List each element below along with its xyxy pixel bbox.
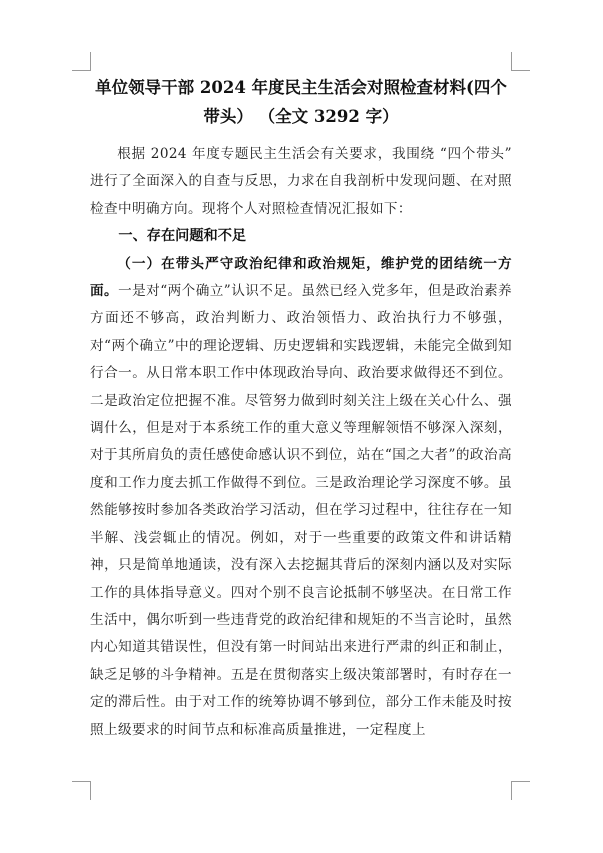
document-title: 单位领导干部 2024 年度民主生活会对照检查材料(四个带头） （全文 3292 字） bbox=[95, 78, 507, 126]
subsection-body: 一是对“两个确立”认识不足。虽然已经入党多年，但是政治素养方面还不够高，政治判断力、政治领悟力、政治执行力不够强，对“两个确立”中的理论逻辑、历史逻辑和实践逻辑，未能完全做到知行合一。从日常本职工作中体现政治导向、政治要求做得还不到位。二是政治定位把握不准。尽管努力做到时刻关注上级在关心什么、强调什么，但是对于本系统工作的重大意义等理解领悟不够深入深刻，对于其所肩负的责任感使命感认识不到位，站在“国之大者”的政治高度和工作力度去抓工作做得不到位。三是政治理论学习深度不够。虽然能够按时参加各类政治学习活动，但在学习过程中，往往存在一知半解、浅尝辄止的情况。例如，对于一些重要的政策文件和讲话精神，只是简单地通读，没有深入去挖掘其背后的深刻内涵以及对实际工作的具体指导意义。四对个别不良言论抵制不够坚决。在日常工作生活中，偶尔听到一些违背党的政治纪律和规矩的不当言论时，虽然内心知道其错误性，但没有第一时间站出来进行严肃的纠正和制止，缺乏足够的斗争精神。五是在贯彻落实上级决策部署时，有时存在一定的滞后性。由于对工作的统筹协调不够到位，部分工作未能及时按照上级要求的时间节点和标准高质量推进，一定程度上 bbox=[90, 283, 512, 738]
crop-mark-bottom-right bbox=[511, 781, 530, 800]
crop-mark-top-left bbox=[72, 52, 91, 71]
crop-mark-top-right bbox=[511, 52, 530, 71]
subsection-heading: （一）在带头严守政治纪律和政治规矩，维护党的团结统一方面。 bbox=[90, 255, 512, 300]
document-body bbox=[90, 73, 512, 744]
crop-mark-bottom-left bbox=[72, 781, 91, 800]
section-heading: 一、存在问题和不足 bbox=[118, 228, 247, 245]
intro-paragraph: 根据 2024 年度专题民主生活会有关要求，我围绕 “四个带头” 进行了全面深入的自查与反思，力求在自我剖析中发现问题、在对照检查中明确方向。现将个人对照检查情况汇报如下： bbox=[90, 146, 512, 217]
subsection-paragraph bbox=[90, 251, 512, 744]
